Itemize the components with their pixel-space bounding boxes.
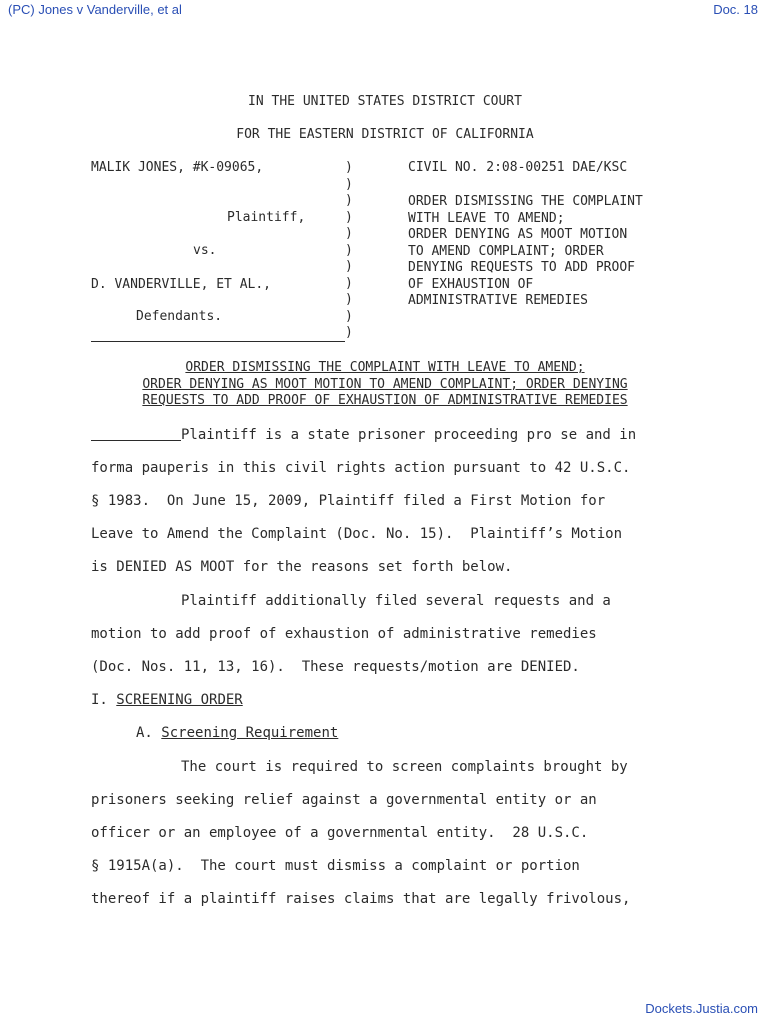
order-title-line: ORDER DISMISSING THE COMPLAINT WITH LEAVE TO AMEND; — [185, 360, 585, 375]
body-line: Leave to Amend the Complaint (Doc. No. 15). Plaintiff’s Motion — [91, 526, 623, 542]
order-line: WITH LEAVE TO AMEND; — [408, 210, 565, 226]
order-title-line: ORDER DENYING AS MOOT MOTION TO AMEND COMPLAINT; ORDER DENYING — [142, 376, 628, 392]
body-line: officer or an employee of a governmental entity. 28 U.S.C. — [91, 825, 589, 841]
justia-footer-link[interactable]: Dockets.Justia.com — [645, 1001, 758, 1016]
paragraph-indent-rule — [91, 440, 181, 441]
court-heading-line1: IN THE UNITED STATES DISTRICT COURT — [248, 94, 522, 109]
body-line: The court is required to screen complaints brought by — [181, 759, 628, 775]
caption-paren: ) — [345, 275, 353, 291]
caption-paren: ) — [345, 292, 353, 307]
plaintiff-label: Plaintiff, — [227, 210, 306, 225]
order-line: ORDER DENYING AS MOOT MOTION — [408, 227, 628, 242]
case-title-link[interactable]: (PC) Jones v Vanderville, et al — [8, 2, 182, 17]
caption-paren: ) — [345, 209, 353, 225]
order-line: TO AMEND COMPLAINT; ORDER — [408, 243, 604, 259]
caption-paren: ) — [345, 242, 353, 258]
order-line: DENYING REQUESTS TO ADD PROOF — [408, 260, 635, 275]
caption-paren: ) — [345, 226, 353, 241]
section-heading — [91, 691, 243, 709]
body-line: (Doc. Nos. 11, 13, 16). These requests/motion are DENIED. — [91, 659, 580, 675]
caption-paren: ) — [345, 325, 353, 340]
order-line: ORDER DISMISSING THE COMPLAINT — [408, 194, 643, 209]
versus-label: vs. — [193, 243, 217, 258]
caption-paren: ) — [345, 308, 353, 324]
body-line: forma pauperis in this civil rights action pursuant to 42 U.S.C. — [91, 460, 631, 476]
body-line: thereof if a plaintiff raises claims that are legally frivolous, — [91, 891, 631, 907]
body-line: motion to add proof of exhaustion of administrative remedies — [91, 626, 597, 642]
order-line: OF EXHAUSTION OF — [408, 276, 534, 292]
order-line: ADMINISTRATIVE REMEDIES — [408, 293, 589, 308]
section-title: SCREENING ORDER — [116, 692, 243, 708]
order-title-line: REQUESTS TO ADD PROOF OF EXHAUSTION OF ADMINISTRATIVE REMEDIES — [142, 393, 628, 408]
defendant-name: D. VANDERVILLE, ET AL., — [91, 277, 272, 292]
body-line: Plaintiff is a state prisoner proceeding pro se and in — [181, 427, 637, 443]
caption-paren: ) — [345, 259, 353, 274]
section-number: I. — [91, 692, 108, 708]
subsection-number: A. — [136, 725, 153, 741]
caption-paren: ) — [345, 176, 353, 192]
court-heading-line2: FOR THE EASTERN DISTRICT OF CALIFORNIA — [236, 127, 534, 142]
body-line: Plaintiff additionally filed several requests and a — [181, 593, 611, 609]
caption-paren: ) — [345, 160, 353, 175]
defendants-label: Defendants. — [136, 309, 223, 324]
subsection-title: Screening Requirement — [161, 725, 339, 741]
caption-underline — [91, 341, 345, 342]
body-line: § 1915A(a). The court must dismiss a complaint or portion — [91, 858, 580, 874]
plaintiff-name: MALIK JONES, #K-09065, — [91, 160, 264, 175]
body-line: is DENIED AS MOOT for the reasons set forth below. — [91, 559, 513, 575]
body-line: § 1983. On June 15, 2009, Plaintiff filed a First Motion for — [91, 493, 606, 509]
body-line: prisoners seeking relief against a governmental entity or an — [91, 792, 597, 808]
caption-paren: ) — [345, 193, 353, 208]
subsection-heading — [136, 724, 338, 742]
civil-number: CIVIL NO. 2:08-00251 DAE/KSC — [408, 160, 628, 175]
doc-number-link[interactable]: Doc. 18 — [713, 2, 758, 17]
